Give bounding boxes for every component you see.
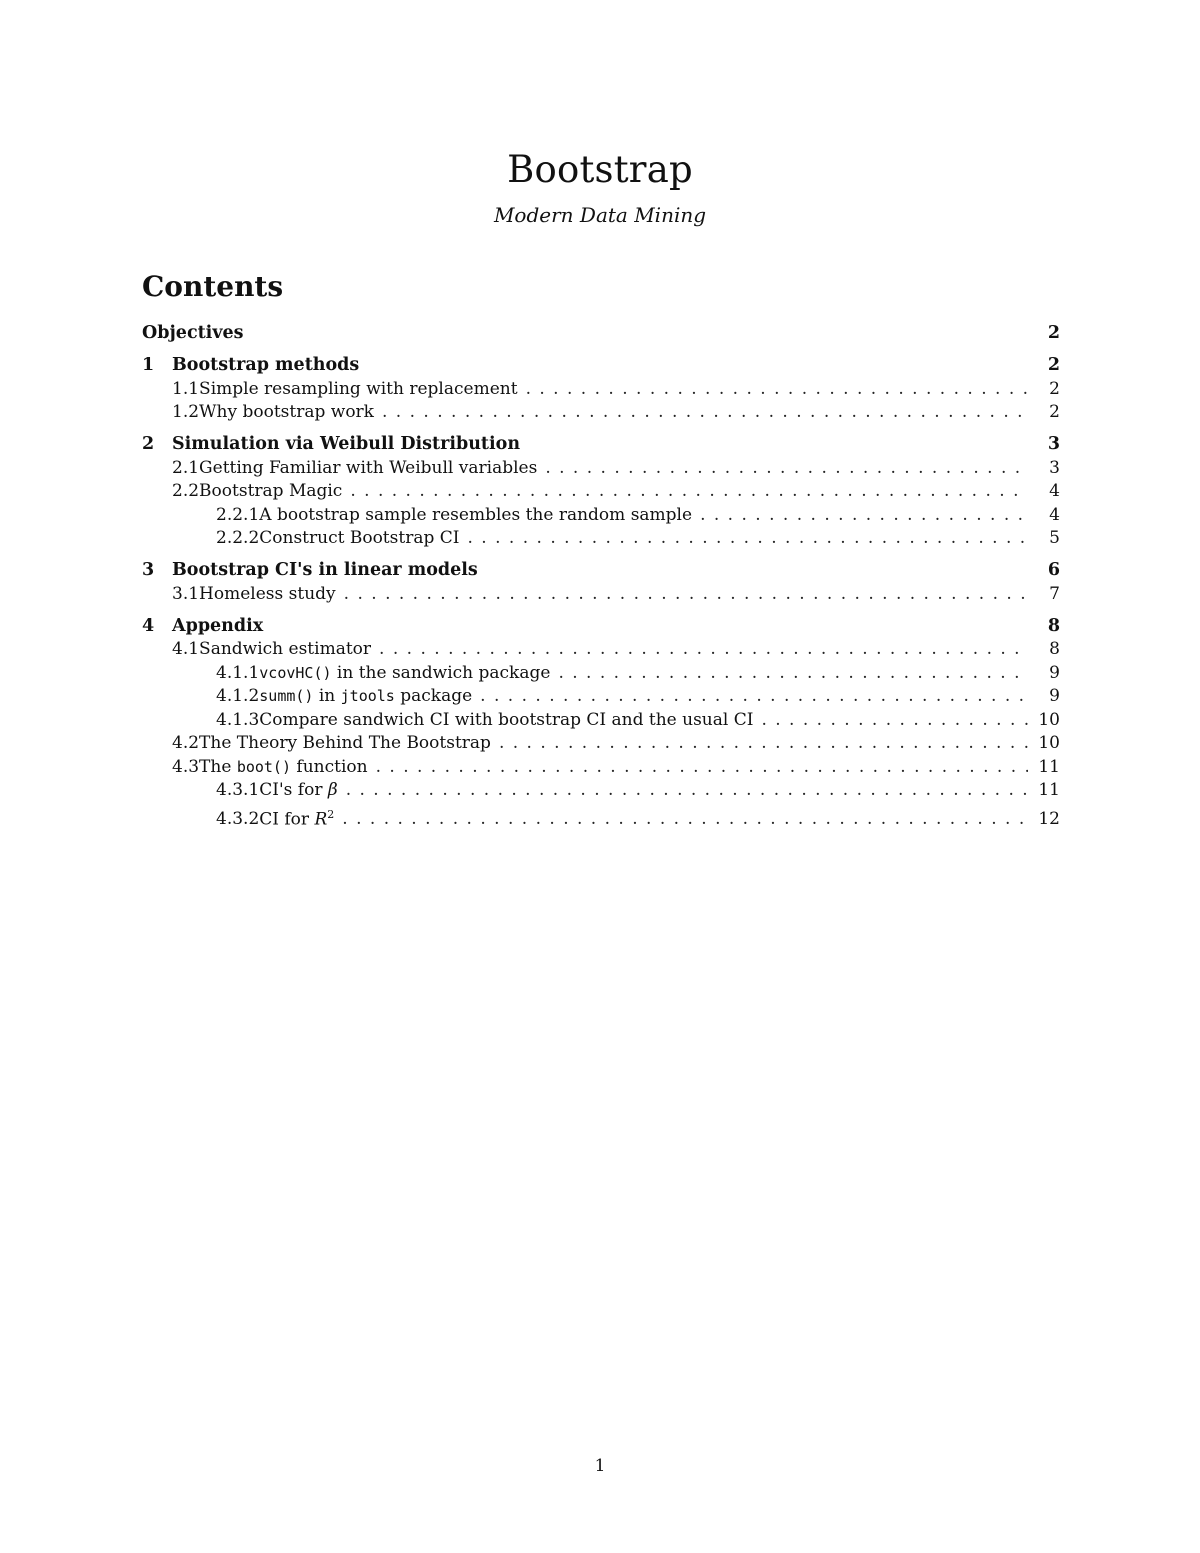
toc-leader-dots: [467, 527, 1028, 551]
toc-label-text: CI for: [259, 809, 315, 830]
toc-number: 2: [142, 434, 155, 454]
code-span: jtools: [340, 687, 395, 705]
toc-page: 7: [1049, 583, 1060, 604]
toc-leader-dots: [545, 457, 1028, 481]
toc-label: Compare sandwich CI with bootstrap CI and the usual CI: [259, 709, 754, 730]
toc-number: 2.2.2: [216, 528, 260, 548]
toc-label-text: function: [291, 756, 368, 777]
toc-label: Why bootstrap work: [199, 402, 374, 422]
toc-label: Bootstrap CI's in linear models: [172, 560, 478, 580]
table-of-contents: [142, 322, 1060, 830]
toc-leader-dots: [700, 504, 1028, 528]
toc-label: [259, 779, 337, 803]
document-subtitle: Modern Data Mining: [493, 203, 707, 227]
toc-page: 3: [1047, 434, 1060, 454]
toc-label: Simulation via Weibull Distribution: [172, 434, 521, 454]
toc-page: 3: [1049, 457, 1060, 478]
toc-entry-section-1[interactable]: [142, 354, 1060, 378]
toc-number: 4: [142, 615, 155, 636]
toc-entry-4-1-2[interactable]: [142, 685, 1060, 709]
toc-page: 12: [1038, 809, 1060, 830]
toc-page: 11: [1038, 780, 1060, 800]
toc-entry-1-2[interactable]: [142, 401, 1060, 425]
toc-entry-4-3-2[interactable]: [142, 803, 1060, 830]
toc-leader-dots: [346, 779, 1028, 803]
toc-label: [259, 803, 334, 832]
toc-leader-dots: [344, 583, 1028, 607]
toc-entry-4-1-1[interactable]: [142, 662, 1060, 686]
toc-entry-objectives[interactable]: [142, 322, 1060, 346]
toc-entry-section-3[interactable]: [142, 559, 1060, 583]
toc-number: 4.1.2: [216, 686, 260, 706]
toc-page: 4: [1049, 504, 1060, 525]
toc-number: 4.1: [172, 639, 200, 659]
toc-page: 2: [1047, 355, 1060, 375]
toc-label: Bootstrap methods: [172, 355, 360, 375]
toc-number: 2.2.1: [216, 504, 260, 525]
toc-leader-dots: [376, 756, 1028, 780]
page-number: 1: [594, 1456, 606, 1476]
toc-leader-dots: [526, 378, 1028, 402]
toc-entry-section-4[interactable]: [142, 615, 1060, 639]
toc-label: Simple resampling with replacement: [199, 378, 518, 399]
toc-label: Construct Bootstrap CI: [259, 528, 460, 548]
toc-label: Getting Familiar with Weibull variables: [199, 457, 538, 478]
toc-number: 3.1: [172, 583, 200, 604]
math-superscript: 2: [327, 807, 335, 821]
toc-label-text: The: [199, 756, 237, 777]
toc-entry-section-2[interactable]: [142, 433, 1060, 457]
toc-leader-dots: [499, 732, 1028, 756]
toc-leader-dots: [382, 401, 1028, 425]
document-title: Bootstrap: [507, 148, 693, 191]
toc-number: 2.2: [172, 481, 200, 501]
toc-entry-2-1[interactable]: [142, 457, 1060, 481]
code-span: vcovHC(): [259, 663, 332, 682]
toc-page: 5: [1049, 528, 1060, 548]
toc-entry-4-3-1[interactable]: [142, 779, 1060, 803]
toc-label: Appendix: [172, 615, 264, 636]
toc-entry-2-2[interactable]: [142, 480, 1060, 504]
toc-label: The Theory Behind The Bootstrap: [199, 733, 491, 753]
toc-entry-4-3[interactable]: [142, 756, 1060, 780]
toc-entry-4-1[interactable]: [142, 638, 1060, 662]
math-symbol: β: [327, 780, 338, 800]
toc-number: 1.1: [172, 378, 200, 399]
toc-page: 8: [1049, 639, 1060, 659]
toc-leader-dots: [761, 709, 1028, 733]
toc-label: Homeless study: [199, 583, 336, 604]
toc-label: Sandwich estimator: [199, 639, 372, 659]
toc-number: 3: [142, 560, 155, 580]
toc-page: 4: [1049, 481, 1060, 501]
toc-label: [259, 662, 550, 686]
toc-entry-1-1[interactable]: [142, 378, 1060, 402]
toc-label-text: CI's for: [259, 780, 328, 800]
toc-page: 2: [1047, 323, 1060, 343]
toc-leader-dots: [342, 808, 1028, 832]
toc-label-text: in the sandwich package: [331, 662, 551, 683]
toc-leader-dots: [480, 685, 1028, 709]
toc-number: 4.1.1: [216, 662, 260, 683]
toc-number: 2.1: [172, 457, 200, 478]
toc-number: 1.2: [172, 402, 200, 422]
toc-leader-dots: [379, 638, 1028, 662]
toc-page: 2: [1049, 378, 1060, 399]
toc-label: [259, 685, 472, 709]
toc-label: Objectives: [142, 323, 244, 343]
toc-label: Bootstrap Magic: [199, 481, 343, 501]
toc-page: 8: [1047, 615, 1060, 636]
toc-leader-dots: [558, 662, 1028, 686]
toc-entry-2-2-1[interactable]: [142, 504, 1060, 528]
toc-label-text: package: [394, 686, 473, 706]
toc-entry-4-2[interactable]: [142, 732, 1060, 756]
code-span: summ(): [259, 687, 314, 705]
toc-number: 1: [142, 355, 155, 375]
toc-entry-3-1[interactable]: [142, 583, 1060, 607]
toc-number: 4.3.2: [216, 809, 260, 830]
toc-page: 9: [1049, 686, 1060, 706]
toc-number: 4.3: [172, 756, 200, 777]
toc-page: 10: [1038, 709, 1060, 730]
code-span: boot(): [236, 757, 291, 776]
toc-page: 10: [1038, 733, 1060, 753]
toc-number: 4.2: [172, 733, 200, 753]
toc-entry-4-1-3[interactable]: [142, 709, 1060, 733]
toc-number: 4.1.3: [216, 709, 260, 730]
toc-label: A bootstrap sample resembles the random sample: [259, 504, 693, 525]
toc-page: 6: [1047, 560, 1060, 580]
toc-label: [199, 756, 368, 780]
toc-entry-2-2-2[interactable]: [142, 527, 1060, 551]
contents-heading: Contents: [142, 270, 284, 303]
math-symbol: R: [314, 809, 328, 830]
toc-leader-dots: [350, 480, 1028, 504]
toc-page: 2: [1049, 402, 1060, 422]
toc-page: 11: [1038, 756, 1060, 777]
toc-page: 9: [1049, 662, 1060, 683]
toc-number: 4.3.1: [216, 780, 260, 800]
toc-label-text: in: [313, 686, 341, 706]
